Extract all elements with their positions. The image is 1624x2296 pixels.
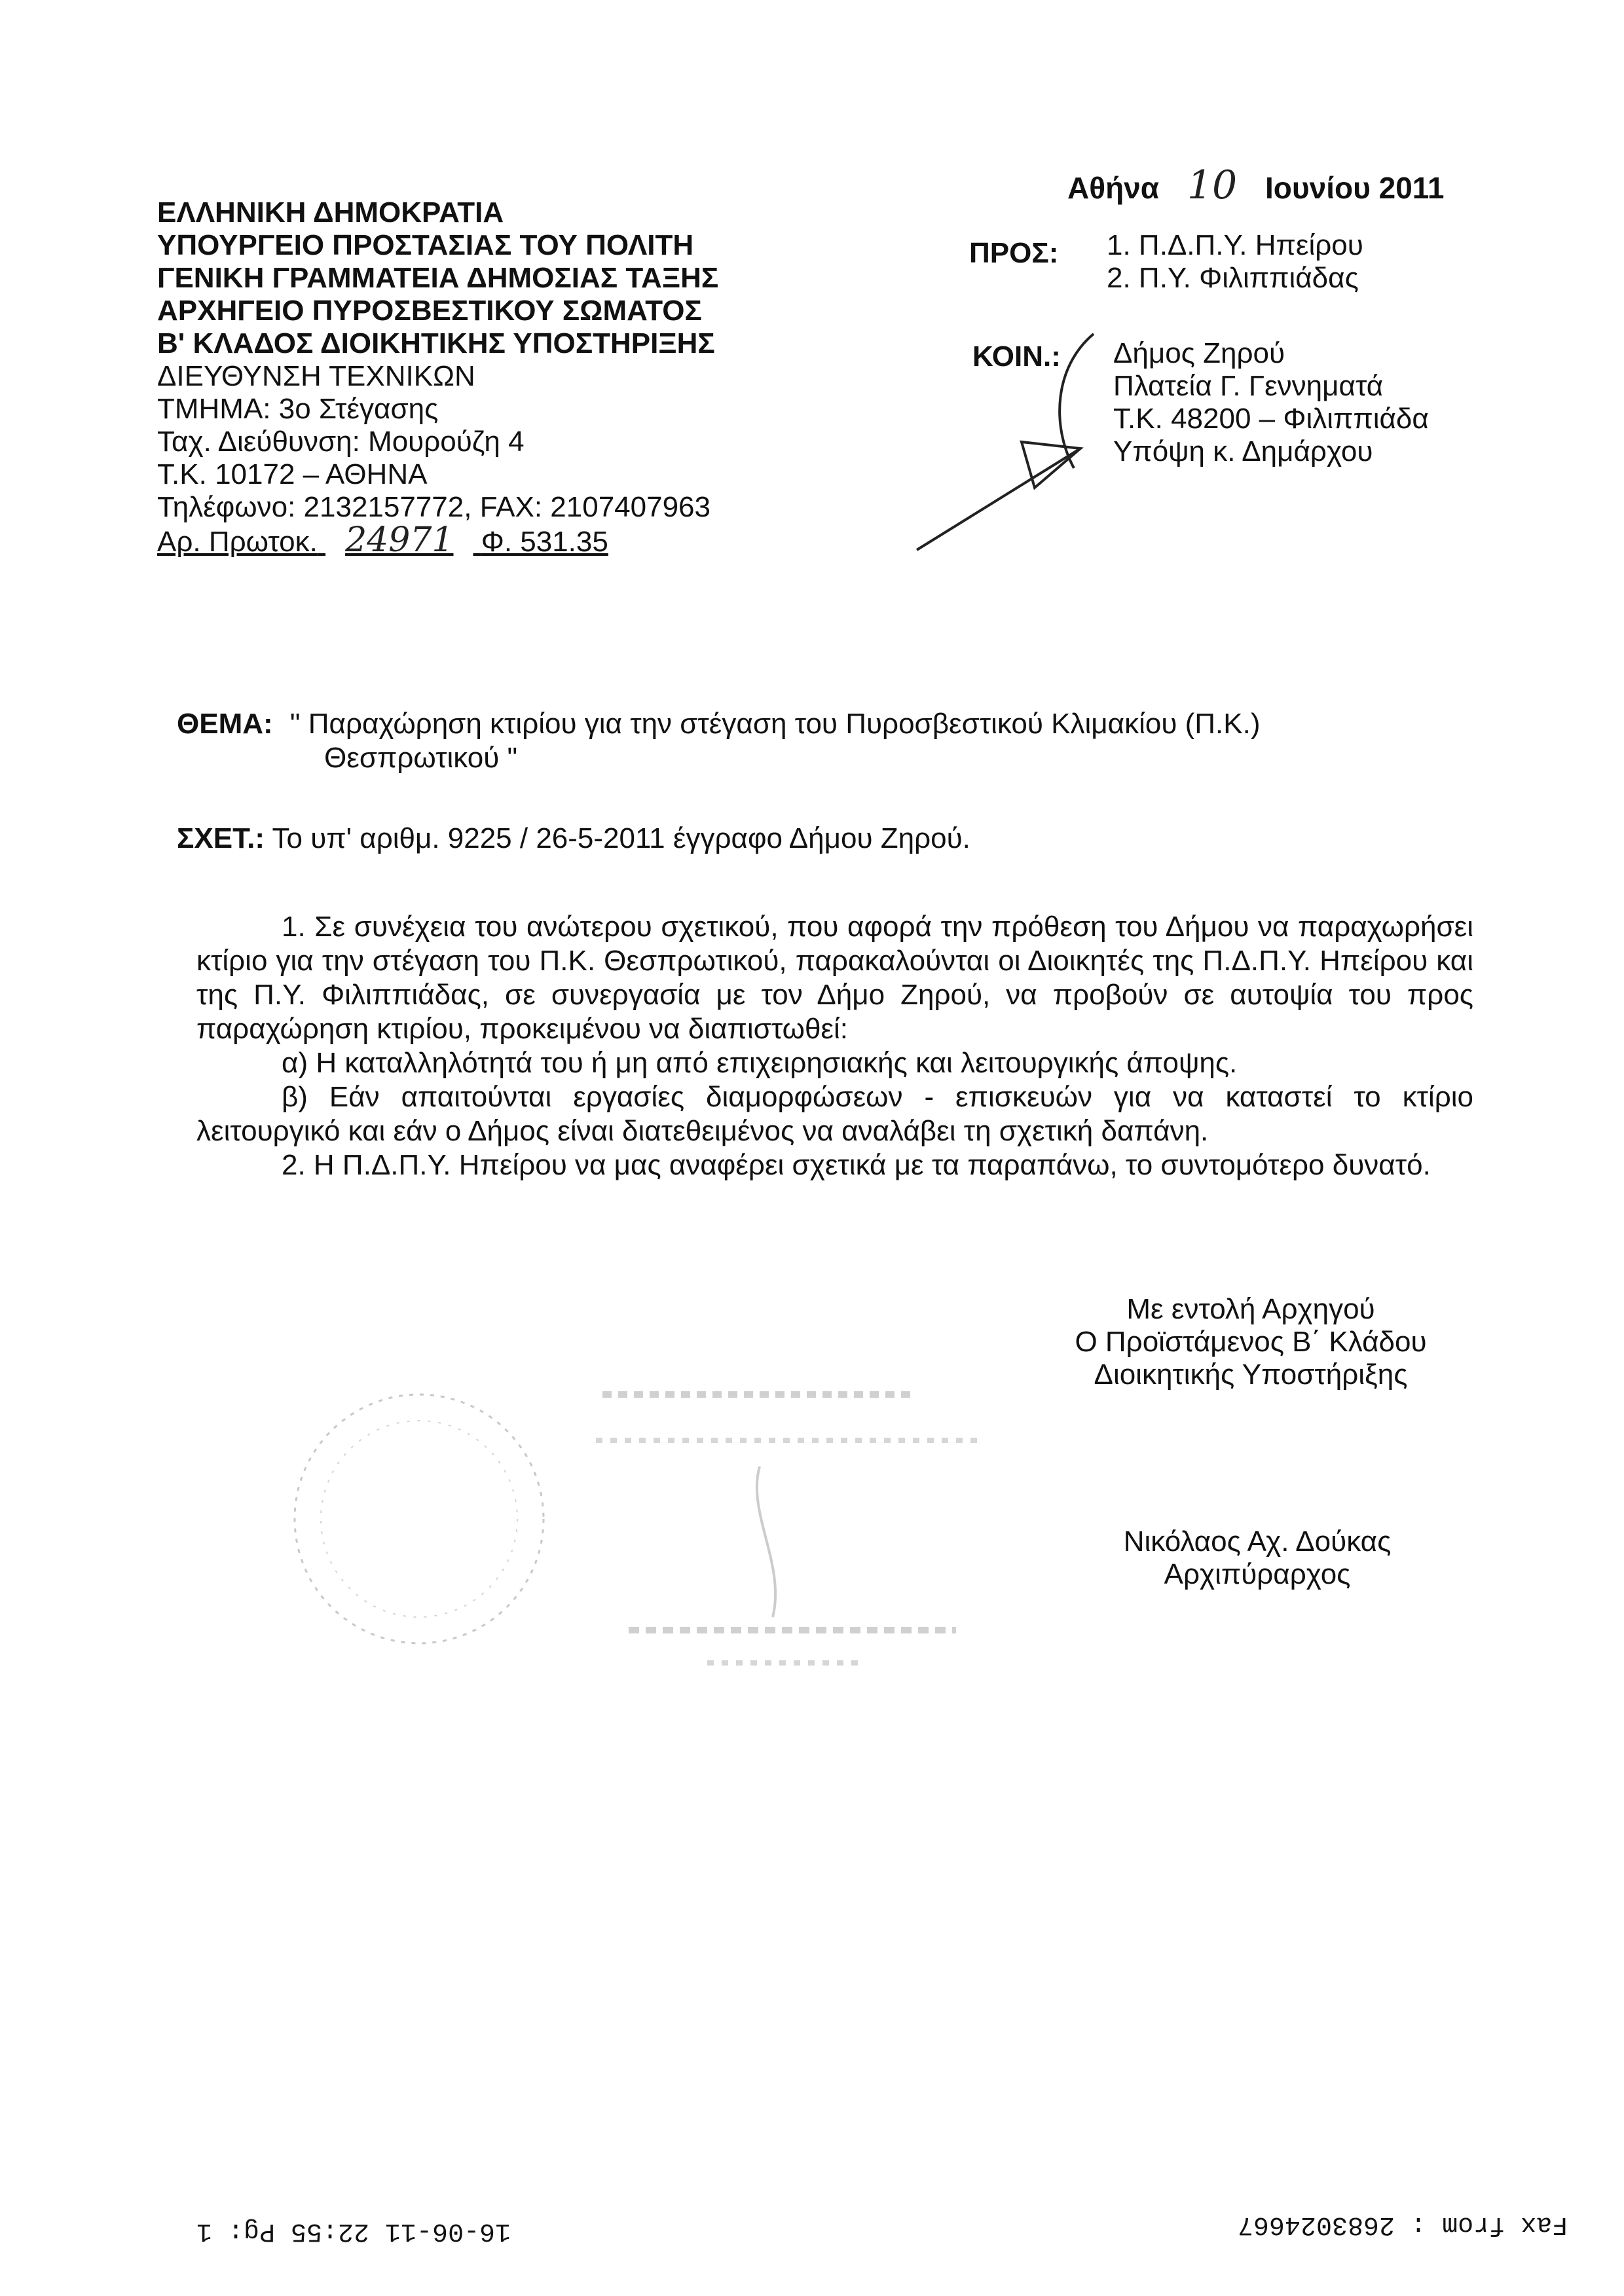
- date-line: [1067, 162, 1445, 208]
- cc-line: Τ.Κ. 48200 – Φιλιππιάδα: [1113, 403, 1429, 435]
- phone: Τηλέφωνο: 2132157772, FAX: 2107407963: [157, 491, 711, 523]
- signature-line: Ο Προϊστάμενος Β΄ Κλάδου: [1075, 1326, 1427, 1358]
- sender-line: ΥΠΟΥΡΓΕΙΟ ΠΡΟΣΤΑΣΙΑΣ ΤΟΥ ΠΟΛΙΤΗ: [157, 229, 694, 261]
- fax-header-from: Fax from : 2683024667: [1238, 2210, 1568, 2239]
- department: ΤΜΗΜΑ: 3ο Στέγασης: [157, 393, 439, 425]
- official-seal-stamp: [288, 1368, 995, 1683]
- sender-line: ΓΕΝΙΚΗ ΓΡΑΜΜΑΤΕΙΑ ΔΗΜΟΣΙΑΣ ΤΑΞΗΣ: [157, 262, 719, 294]
- address: Ταχ. Διεύθυνση: Μουρούζη 4: [157, 426, 525, 458]
- item-a: α) Η καταλληλότητά του ή μη από επιχειρησιακής και λειτουργικής άποψης.: [282, 1047, 1238, 1079]
- reference-label: ΣΧΕΤ.:: [177, 822, 265, 854]
- to-item: 1. Π.Δ.Π.Υ. Ηπείρου: [1107, 229, 1363, 261]
- directorate: ΔΙΕΥΘΥΝΣΗ ΤΕΧΝΙΚΩΝ: [157, 360, 475, 392]
- sender-line: Β' ΚΛΑΔΟΣ ΔΙΟΙΚΗΤΙΚΗΣ ΥΠΟΣΤΗΡΙΞΗΣ: [157, 327, 715, 359]
- cc-line: Πλατεία Γ. Γεννηματά: [1113, 370, 1384, 402]
- signatory-rank: Αρχιπύραρχος: [1164, 1558, 1351, 1590]
- protocol-label: Αρ. Πρωτοκ.: [157, 526, 318, 558]
- file-ref: Φ. 531.35: [481, 526, 608, 558]
- postcode: Τ.Κ. 10172 – ΑΘΗΝΑ: [157, 458, 428, 490]
- reference-text: Το υπ' αριθμ. 9225 / 26-5-2011 έγγραφο Δήμου Ζηρού.: [272, 822, 970, 854]
- letter-body: [196, 910, 1473, 1182]
- date-day: 10: [1187, 162, 1238, 208]
- reference-line: [177, 822, 970, 856]
- fax-header-date: 16-06-11 22:55 Pg: 1: [196, 2216, 511, 2246]
- protocol-number: 24971: [345, 520, 454, 560]
- to-item: 2. Π.Υ. Φιλιππιάδας: [1107, 262, 1359, 294]
- cc-list: [1113, 337, 1429, 468]
- date-city: Αθήνα: [1067, 171, 1160, 205]
- protocol-line: [157, 520, 718, 560]
- handwritten-arrow-mark: [904, 327, 1139, 563]
- sender-block: [157, 196, 718, 558]
- subject-line: [177, 707, 1486, 741]
- cc-line: Δήμος Ζηρού: [1113, 337, 1285, 369]
- sender-line: ΑΡΧΗΓΕΙΟ ΠΥΡΟΣΒΕΣΤΙΚΟΥ ΣΩΜΑΤΟΣ: [157, 295, 702, 327]
- paragraph-1: 1. Σε συνέχεια του ανώτερου σχετικού, που αφορά την πρόθεση του Δήμου να παραχωρήσει κτίριο για την στέγαση του Π.Κ. Θεσπρωτικού, παρακαλούνται οι Διοικητές της Π.Δ.Π.Υ. Ηπείρου και της Π.Υ. Φιλιππιάδας, σε συνεργασία με τον Δήμο Ζηρού, να προβούν σε αυτοψία του προς παραχώρηση κτιρίου, προκειμένου να διαπιστωθεί:: [196, 911, 1473, 1045]
- signatory-name: Νικόλαος Αχ. Δούκας: [1123, 1525, 1392, 1558]
- date-month-year: Ιουνίου 2011: [1264, 171, 1445, 205]
- paragraph-2: 2. Η Π.Δ.Π.Υ. Ηπείρου να μας αναφέρει σχετικά με τα παραπάνω, το συντομότερο δυνατό.: [282, 1149, 1431, 1181]
- signature-block: [1022, 1293, 1480, 1391]
- cc-label: ΚΟΙΝ.:: [972, 340, 1061, 373]
- sender-line: ΕΛΛΗΝΙΚΗ ΔΗΜΟΚΡΑΤΙΑ: [157, 196, 504, 228]
- subject-label: ΘΕΜΑ:: [177, 708, 273, 740]
- cc-line: Υπόψη κ. Δημάρχου: [1113, 435, 1373, 467]
- subject-text: " Παραχώρηση κτιρίου για την στέγαση του Πυροσβεστικού Κλιμακίου (Π.Κ.): [289, 708, 1261, 740]
- signature-line: Διοικητικής Υποστήριξης: [1094, 1358, 1408, 1391]
- signature-line: Με εντολή Αρχηγού: [1126, 1293, 1375, 1325]
- item-b: β) Εάν απαιτούνται εργασίες διαμορφώσεων - επισκευών για να καταστεί το κτίριο λειτουργικό και εάν ο Δήμος είναι διατεθειμένος να αναλάβει τη σχετική δαπάνη.: [196, 1081, 1473, 1147]
- to-label: ΠΡΟΣ:: [969, 237, 1059, 269]
- subject-block: [177, 707, 1486, 775]
- subject-text-continued: Θεσπρωτικού ": [324, 742, 518, 774]
- signatory: [1048, 1525, 1467, 1591]
- to-list: [1107, 229, 1363, 295]
